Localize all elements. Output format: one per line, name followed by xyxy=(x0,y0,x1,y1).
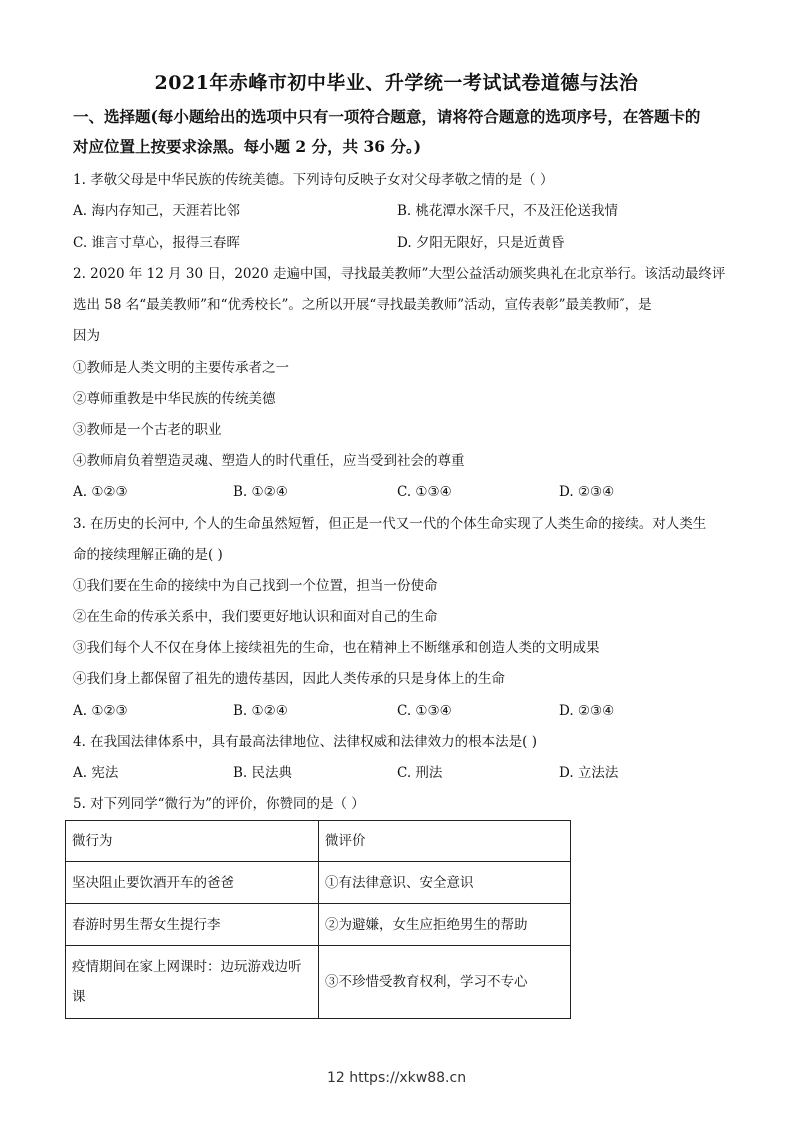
q4-option-b: B. 民法典 xyxy=(233,765,293,781)
q2-statement-3: ③教师是一个古老的职业 xyxy=(73,422,222,438)
q5-evaluation-table xyxy=(65,820,571,1019)
q4-option-a: A. 宪法 xyxy=(73,765,119,781)
q2-statement-2: ②尊师重教是中华民族的传统美德 xyxy=(73,391,276,407)
section-heading-line2: 对应位置上按要求涂黑。每小题 2 分，共 36 分。) xyxy=(73,137,422,156)
q3-option-a: A. ①②③ xyxy=(73,703,128,719)
section-heading-line1: 一、选择题(每小题给出的选项中只有一项符合题意，请将符合题意的选项序号，在答题卡的 xyxy=(73,107,701,126)
q1-option-d: D. 夕阳无限好，只是近黄昏 xyxy=(397,235,565,251)
q2-stem-line1: 2. 2020 年 12 月 30 日，2020 走遍中国，寻找最美教师”大型公益活动颁奖典礼在北京举行。该活动最终评 xyxy=(73,266,726,282)
table-cell-evaluation: ③不珍惜受教育权利，学习不专心 xyxy=(319,946,571,1019)
table-cell-behavior: 坚决阻止要饮酒开车的爸爸 xyxy=(66,862,319,904)
table-row xyxy=(66,946,571,1019)
q3-statement-1: ①我们要在生命的接续中为自己找到一个位置，担当一份使命 xyxy=(73,578,438,594)
table-cell-evaluation: ①有法律意识、安全意识 xyxy=(319,862,571,904)
table-cell-behavior xyxy=(66,946,319,1019)
table-cell-behavior: 春游时男生帮女生提行李 xyxy=(66,904,319,946)
q1-option-b: B. 桃花潭水深千尺，不及汪伦送我情 xyxy=(397,203,619,219)
q3-option-c: C. ①③④ xyxy=(397,703,452,719)
q1-stem: 1. 孝敬父母是中华民族的传统美德。下列诗句反映子女对父母孝敬之情的是（ ） xyxy=(73,172,554,188)
table-header-row xyxy=(66,821,571,862)
q3-stem-line2: 命的接续理解正确的是( ) xyxy=(73,547,223,563)
q3-statement-4: ④我们身上都保留了祖先的遗传基因，因此人类传承的只是身体上的生命 xyxy=(73,671,505,687)
q4-stem: 4. 在我国法律体系中，具有最高法律地位、法律权威和法律效力的根本法是( ) xyxy=(73,734,537,750)
table-row xyxy=(66,862,571,904)
table-cell-behavior-line1: 疫情期间在家上网课时：边玩游戏边听 xyxy=(72,959,302,975)
q2-option-d: D. ②③④ xyxy=(559,484,615,500)
page-title: 2021年赤峰市初中毕业、升学统一考试试卷道德与法治 xyxy=(154,72,639,94)
q1-option-c: C. 谁言寸草心，报得三春晖 xyxy=(73,235,240,251)
q3-statement-3: ③我们每个人不仅在身体上接续祖先的生命，也在精神上不断继承和创造人类的文明成果 xyxy=(73,640,600,656)
q3-stem-line1: 3. 在历史的长河中, 个人的生命虽然短暂，但正是一代又一代的个体生命实现了人类生命的接续。对人类生 xyxy=(73,516,707,532)
q1-option-a: A. 海内存知己，天涯若比邻 xyxy=(73,203,240,219)
q4-option-c: C. 刑法 xyxy=(397,765,443,781)
q2-option-b: B. ①②④ xyxy=(233,484,288,500)
q2-stem-line2: 选出 58 名“最美教师”和“优秀校长”。之所以开展“寻找最美教师”活动，宣传表彰”最美教师″，是 xyxy=(73,297,652,313)
table-header-behavior: 微行为 xyxy=(66,821,319,862)
q2-option-a: A. ①②③ xyxy=(73,484,128,500)
q3-statement-2: ②在生命的传承关系中，我们要更好地认识和面对自己的生命 xyxy=(73,609,438,625)
q5-stem: 5. 对下列同学“微行为”的评价，你赞同的是（ ） xyxy=(73,796,365,812)
q2-statement-4: ④教师肩负着塑造灵魂、塑造人的时代重任，应当受到社会的尊重 xyxy=(73,453,465,469)
q3-option-b: B. ①②④ xyxy=(233,703,288,719)
table-row xyxy=(66,904,571,946)
q4-option-d: D. 立法法 xyxy=(559,765,619,781)
table-header-evaluation: 微评价 xyxy=(319,821,571,862)
page-footer: 12 https://xkw88.cn xyxy=(326,1070,467,1086)
q3-option-d: D. ②③④ xyxy=(559,703,615,719)
table-cell-evaluation: ②为避嫌，女生应拒绝男生的帮助 xyxy=(319,904,571,946)
table-cell-behavior-line2: 课 xyxy=(72,989,86,1005)
q2-statement-1: ①教师是人类文明的主要传承者之一 xyxy=(73,360,289,376)
q2-option-c: C. ①③④ xyxy=(397,484,452,500)
q2-stem-line3: 因为 xyxy=(73,328,100,344)
